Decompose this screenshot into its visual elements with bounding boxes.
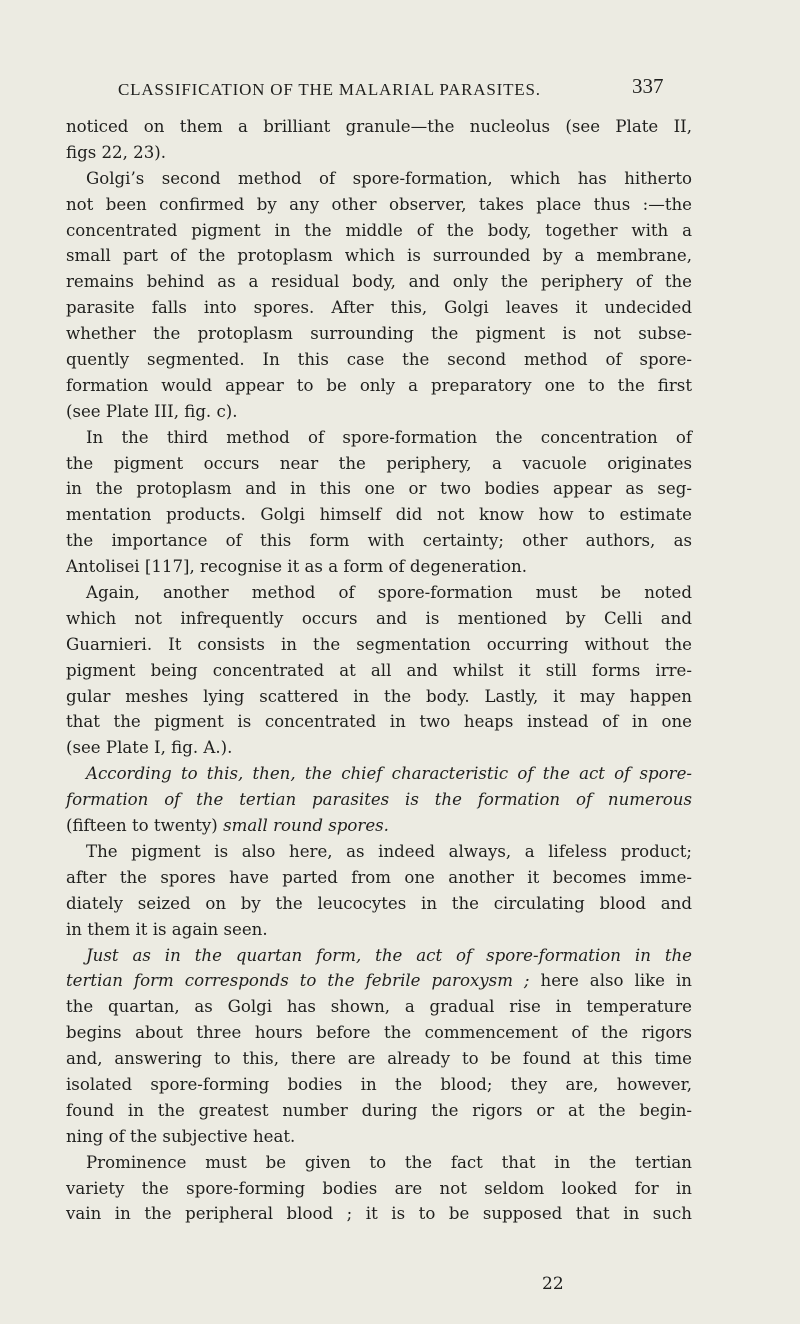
signature-mark: 22 [542, 1274, 564, 1294]
text-line: mentation products. Golgi himself did not know how to estimate [66, 505, 692, 525]
text-line: which not infrequently occurs and is mentioned by Celli and [66, 608, 692, 628]
text-line: (see Plate I, fig. A.). [66, 738, 233, 758]
text-line: Prominence must be given to the fact that in the tertian [86, 1152, 692, 1172]
text-line: the quartan, as Golgi has shown, a gradual rise in temperature [66, 997, 692, 1017]
text-line: after the spores have parted from one another it becomes imme- [66, 867, 692, 887]
text-line: the pigment occurs near the periphery, a vacuole originates [66, 453, 692, 473]
text-line: small part of the protoplasm which is surrounded by a membrane, [66, 246, 692, 266]
text-line: parasite falls into spores. After this, Golgi leaves it undecided [66, 298, 692, 318]
running-head: CLASSIFICATION OF THE MALARIAL PARASITES. [118, 80, 541, 99]
text-line: gular meshes lying scattered in the body. Lastly, it may happen [66, 686, 692, 706]
text-line: formation would appear to be only a preparatory one to the first [66, 375, 692, 395]
text-line: the importance of this form with certainty; other authors, as [66, 531, 692, 551]
text-line: diately seized on by the leucocytes in the circulating blood and [66, 893, 692, 913]
text-line: begins about three hours before the commencement of the rigors [66, 1023, 692, 1043]
text-line: Just as in the quartan form, the act of spore-formation in the [86, 945, 692, 965]
text-line: pigment being concentrated at all and whilst it still forms irre- [66, 660, 692, 680]
body-text [66, 114, 692, 1227]
text-line: (fifteen to twenty) small round spores. [66, 816, 389, 836]
text-line: formation of the tertian parasites is the formation of numerous [66, 790, 692, 810]
text-line: that the pigment is concentrated in two heaps instead of in one [66, 712, 692, 732]
text-line: tertian form corresponds to the febrile paroxysm ; here also like in [66, 971, 692, 991]
text-line: noticed on them a brilliant granule—the nucleolus (see Plate II, [66, 117, 692, 136]
text-line: Golgi’s second method of spore-formation, which has hitherto [86, 168, 692, 188]
text-line: Again, another method of spore-formation must be noted [86, 583, 692, 603]
text-line: found in the greatest number during the rigors or at the begin- [66, 1100, 692, 1120]
text-line: concentrated pigment in the middle of the body, together with a [66, 220, 692, 240]
text-line: and, answering to this, there are already to be found at this time [66, 1049, 692, 1069]
text-line: Guarnieri. It consists in the segmentation occurring without the [66, 634, 692, 654]
text-line: (see Plate III, fig. c). [66, 401, 238, 421]
text-line: In the third method of spore-formation the concentration of [86, 427, 692, 447]
page-number: 337 [632, 74, 664, 98]
text-line: isolated spore-forming bodies in the blood; they are, however, [66, 1074, 692, 1094]
text-line: ning of the subjective heat. [66, 1126, 296, 1146]
text-line: in the protoplasm and in this one or two bodies appear as seg- [66, 479, 692, 499]
text-line: in them it is again seen. [66, 919, 268, 939]
text-line: Antolisei [117], recognise it as a form of degeneration. [66, 557, 528, 577]
text-line: The pigment is also here, as indeed always, a lifeless product; [86, 841, 692, 861]
text-line: quently segmented. In this case the second method of spore- [66, 350, 692, 370]
text-line: figs 22, 23). [66, 142, 167, 162]
text-line: According to this, then, the chief characteristic of the act of spore- [86, 764, 692, 784]
text-line: whether the protoplasm surrounding the pigment is not subse- [66, 324, 692, 344]
text-line: vain in the peripheral blood ; it is to be supposed that in such [66, 1204, 692, 1224]
text-line: variety the spore-forming bodies are not seldom looked for in [66, 1178, 692, 1198]
text-line: remains behind as a residual body, and only the periphery of the [66, 272, 692, 292]
text-line: not been confirmed by any other observer, takes place thus :—the [66, 194, 692, 214]
